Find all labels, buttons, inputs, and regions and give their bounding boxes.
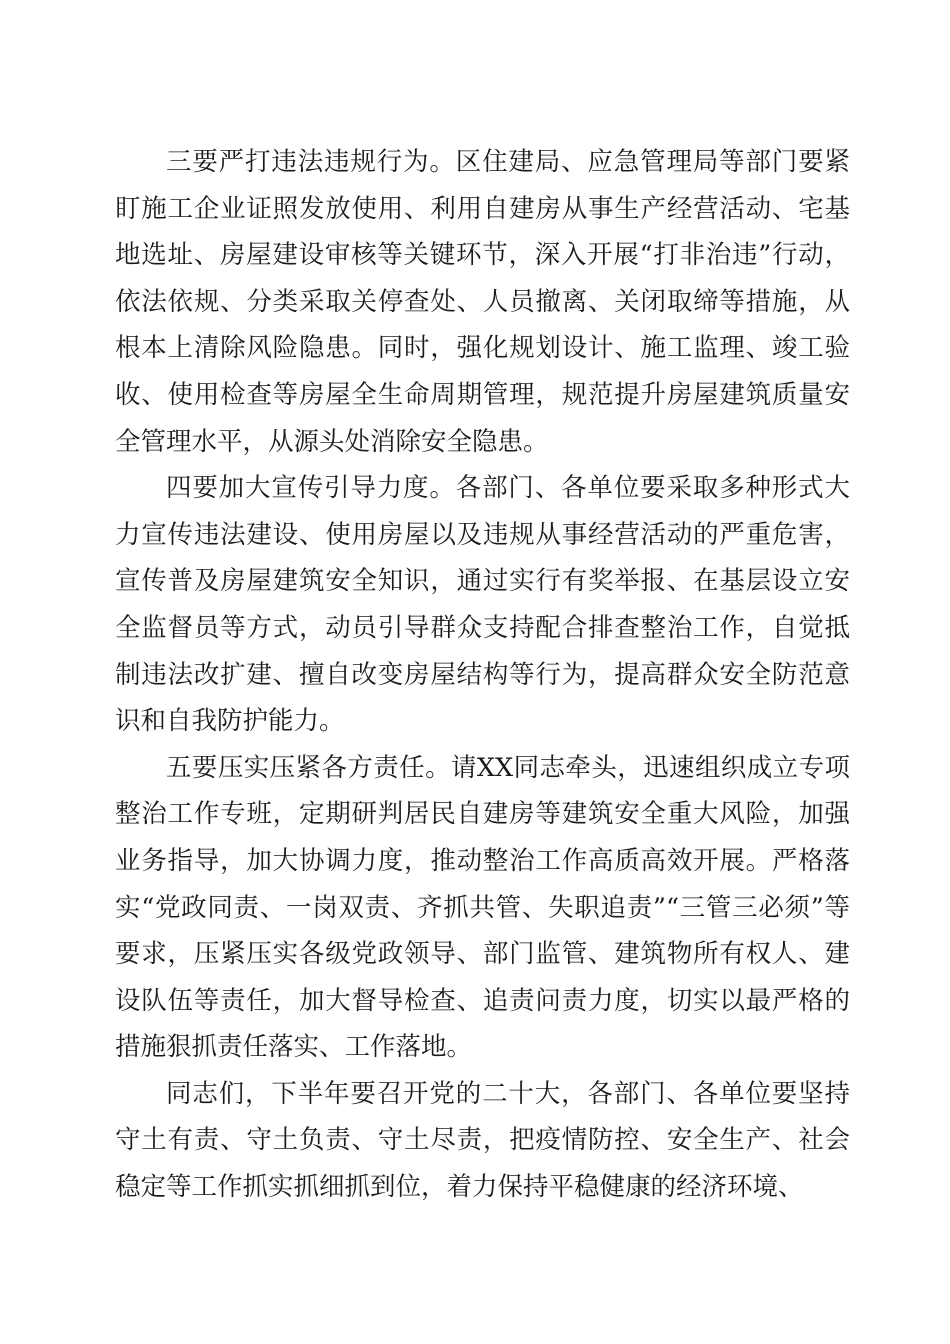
paragraph-illegal-construction-crackdown: 三要严打违法违规行为。区住建局、应急管理局等部门要紧盯施工企业证照发放使用、利用自建房从事生产经营活动、宅基地选址、房屋建设审核等关键环节，深入开展“打非治违”行动，依法依规、分类采取关停查处、人员撤离、关闭取缔等措施，从根本上清除风险隐患。同时，强化规划设计、施工监理、竣工验收、使用检查等房屋全生命周期管理，规范提升房屋建筑质量安全管理水平，从源头处消除安全隐患。 xyxy=(115,147,850,457)
paragraph-publicity-guidance: 四要加大宣传引导力度。各部门、各单位要采取多种形式大力宣传违法建设、使用房屋以及违规从事经营活动的严重危害，宣传普及房屋建筑安全知识，通过实行有奖举报、在基层设立安全监督员等方式，动员引导群众支持配合排查整治工作，自觉抵制违法改扩建、擅自改变房屋结构等行为，提高群众安全防范意识和自我防护能力。 xyxy=(115,473,850,737)
paragraph-closing-remarks: 同志们，下半年要召开党的二十大，各部门、各单位要坚持守土有责、守土负责、守土尽责，把疫情防控、安全生产、社会稳定等工作抓实抓细抓到位，着力保持平稳健康的经济环境、 xyxy=(115,1078,850,1203)
body-text xyxy=(115,139,850,1211)
paragraph-responsibility: 五要压实压紧各方责任。请XX同志牵头，迅速组织成立专项整治工作专班，定期研判居民自建房等建筑安全重大风险，加强业务指导，加大协调力度，推动整治工作高质高效开展。严格落实“党政同责、一岗双责、齐抓共管、失职追责”“三管三必须”等要求，压紧压实各级党政领导、部门监管、建筑物所有权人、建设队伍等责任，加大督导检查、追责问责力度，切实以最严格的措施狠抓责任落实、工作落地。 xyxy=(115,752,850,1063)
